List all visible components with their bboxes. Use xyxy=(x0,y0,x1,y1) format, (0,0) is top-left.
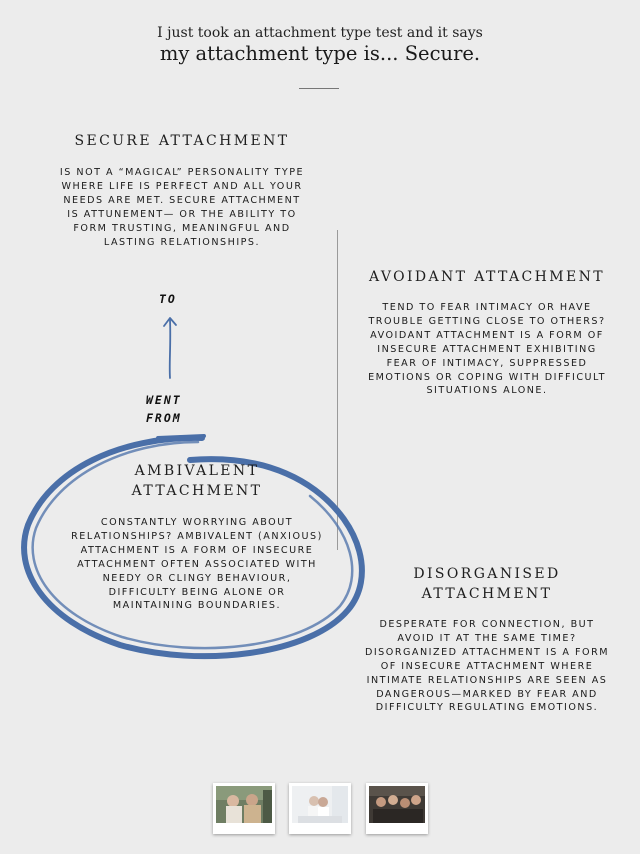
from-label: FROM xyxy=(146,411,182,425)
arrow-shaft xyxy=(170,320,171,378)
ambivalent-body: CONSTANTLY WORRYING ABOUT RELATIONSHIPS? AMBIVALENT (ANXIOUS) ATTACHMENT IS A FORM OF INSECURE ATTACHMENT OFTEN ASSOCIATED WITH NEEDY OR CLINGY BEHAVIOUR, DIFFICULTY BEING ALONE OR MAINTAINING BOUNDARIES. xyxy=(71,517,323,612)
secure-section xyxy=(52,131,312,249)
ambivalent-section xyxy=(62,461,332,613)
thumbnail-2-image xyxy=(292,786,348,823)
thumbnail-1-image xyxy=(216,786,272,823)
ambivalent-title-line1: AMBIVALENT xyxy=(134,463,260,479)
thumbnail-3[interactable] xyxy=(366,783,428,834)
went-from-label xyxy=(146,391,182,427)
disorganised-section xyxy=(358,564,616,715)
secure-title: SECURE ATTACHMENT xyxy=(74,133,290,149)
headline-line-1: I just took an attachment type test and it says xyxy=(157,25,483,41)
brush-circle-start xyxy=(158,436,204,438)
thumbnail-2[interactable] xyxy=(289,783,351,834)
disorganised-body: DESPERATE FOR CONNECTION, BUT AVOID IT AT THE SAME TIME? DISORGANIZED ATTACHMENT IS A FORM OF INSECURE ATTACHMENT WHERE INTIMATE RELATIONSHIPS ARE SEEN AS DANGEROUS—MARKED BY FEAR AND DIFFICULTY REGULATING EMOTIONS. xyxy=(364,619,610,714)
ambivalent-title xyxy=(62,461,332,501)
disorganised-title-line1: DISORGANISED xyxy=(413,566,561,582)
thumbnail-3-image xyxy=(369,786,425,823)
up-arrow xyxy=(158,314,184,380)
ambivalent-title-line2: ATTACHMENT xyxy=(131,483,263,499)
disorganised-title xyxy=(358,564,616,604)
thumbnail-1[interactable] xyxy=(213,783,275,834)
disorganised-title-line2: ATTACHMENT xyxy=(421,586,553,602)
headline-line-2: my attachment type is... Secure. xyxy=(159,42,481,65)
secure-body: IS NOT A “MAGICAL” PERSONALITY TYPE WHERE LIFE IS PERFECT AND ALL YOUR NEEDS ARE MET. SECURE ATTACHMENT IS ATTUNEMENT— OR THE ABILITY TO FORM TRUSTING, MEANINGFUL AND LASTING RELATIONSHIPS. xyxy=(59,167,305,248)
header-divider xyxy=(299,88,339,89)
went-label: WENT xyxy=(146,393,182,407)
avoidant-body: TEND TO FEAR INTIMACY OR HAVE TROUBLE GETTING CLOSE TO OTHERS? AVOIDANT ATTACHMENT IS A FORM OF INSECURE ATTACHMENT EXHIBITING FEAR OF INTIMACY, SUPPRESSED EMOTIONS OR COPING WITH DIFFICULT SITUATIONS ALONE. xyxy=(368,302,606,397)
avoidant-section xyxy=(358,267,616,398)
to-label: TO xyxy=(159,292,177,306)
avoidant-title: AVOIDANT ATTACHMENT xyxy=(369,269,605,285)
